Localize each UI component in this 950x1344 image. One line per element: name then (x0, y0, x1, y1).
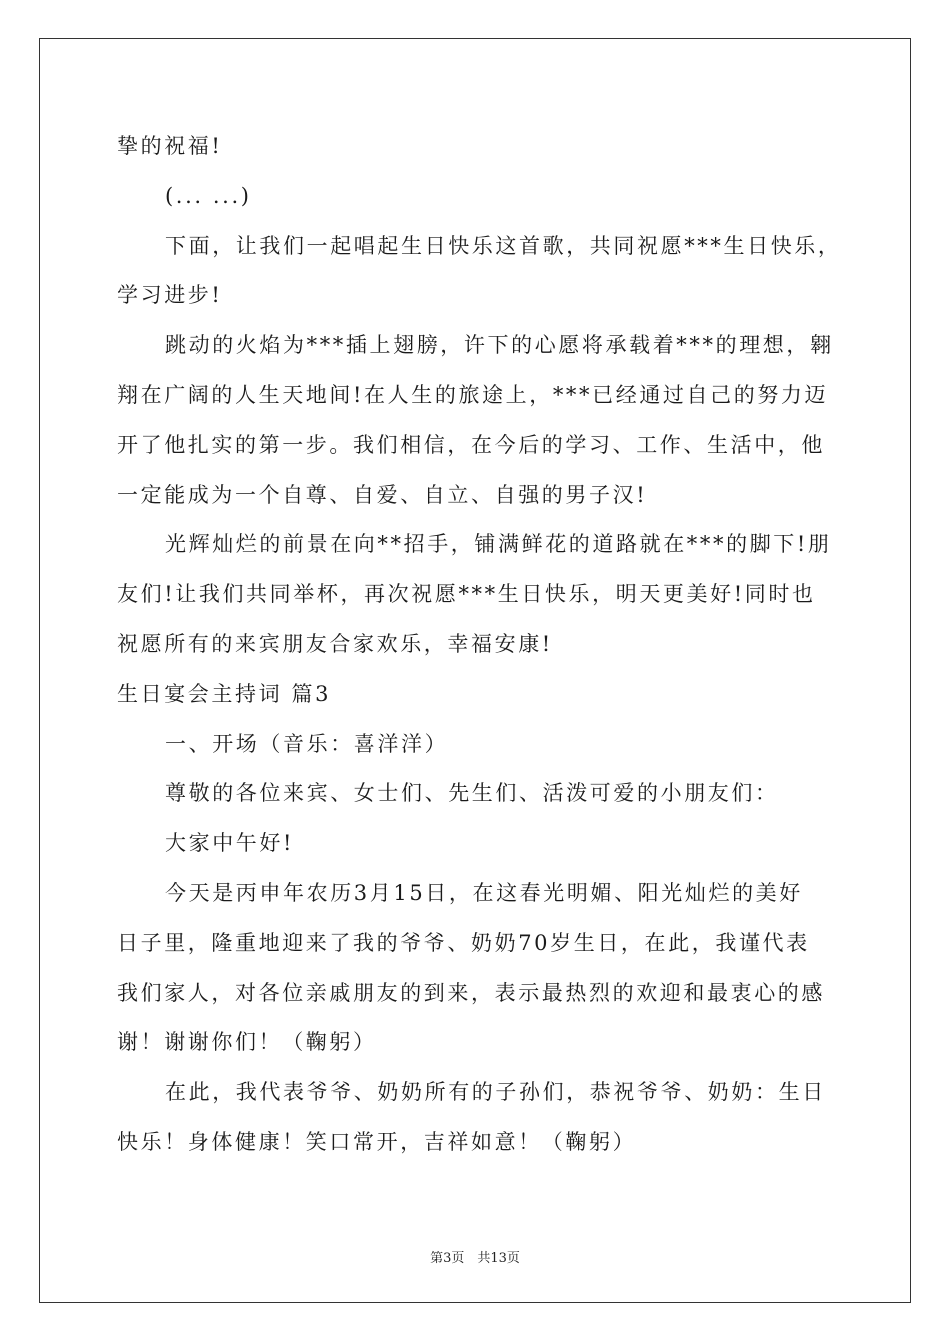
section-heading: 生日宴会主持词 篇3 (117, 681, 332, 706)
text-line: 翔在广阔的人生天地间!在人生的旅途上，***已经通过自己的努力迈 (117, 382, 829, 407)
text-line: 跳动的火焰为***插上翅膀，许下的心愿将承载着***的理想，翱 (165, 333, 834, 358)
text-line: 我们家人，对各位亲戚朋友的到来，表示最热烈的欢迎和最衷心的感 (117, 980, 825, 1005)
text-line: 一定能成为一个自尊、自爱、自立、自强的男子汉! (117, 482, 648, 507)
text-line: 祝愿所有的来宾朋友合家欢乐，幸福安康! (117, 631, 553, 656)
text-line: 快乐！身体健康！笑口常开，吉祥如意！（鞠躬） (117, 1129, 637, 1154)
text-line: 开了他扎实的第一步。我们相信，在今后的学习、工作、生活中，他 (117, 432, 825, 457)
text-line: 在此，我代表爷爷、奶奶所有的子孙们，恭祝爷爷、奶奶：生日 (165, 1080, 826, 1105)
text-line: 尊敬的各位来宾、女士们、先生们、活泼可爱的小朋友们： (165, 781, 779, 806)
text-line: 今天是丙申年农历3月15日，在这春光明媚、阳光灿烂的美好 (165, 880, 803, 905)
text-line: 大家中午好! (165, 831, 295, 856)
text-line: 一、开场（音乐：喜洋洋） (165, 731, 449, 756)
text-line: 学习进步! (117, 283, 223, 308)
text-line: 挚的祝福! (117, 134, 223, 158)
text-line: (... ...) (165, 183, 252, 208)
page-footer: 第3页 共13页 (430, 1251, 520, 1266)
text-line: 日子里，隆重地迎来了我的爷爷、奶奶70岁生日，在此，我谨代表 (117, 930, 810, 955)
text-line: 谢！谢谢你们！（鞠躬） (117, 1030, 377, 1055)
text-line: 下面，让我们一起唱起生日快乐这首歌，共同祝愿***生日快乐， (165, 233, 842, 258)
text-line: 光辉灿烂的前景在向**招手，铺满鲜花的道路就在***的脚下!朋 (165, 532, 832, 557)
document-body (117, 122, 842, 1168)
text-line: 友们!让我们共同举杯，再次祝愿***生日快乐，明天更美好!同时也 (117, 582, 816, 607)
